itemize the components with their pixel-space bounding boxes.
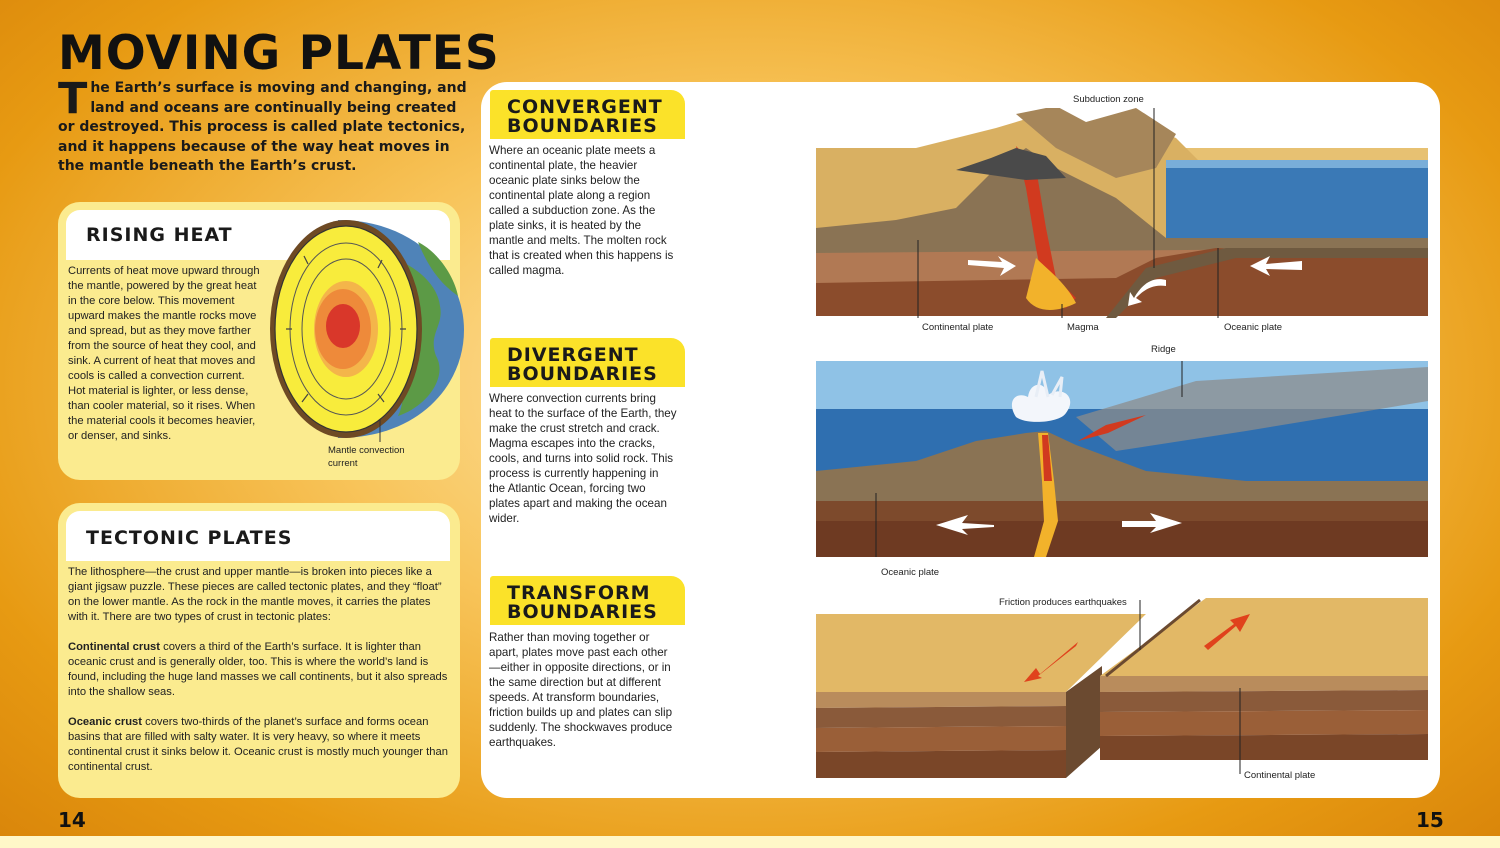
earth-cross-section-illustration bbox=[268, 216, 464, 442]
convergent-heading-tag bbox=[490, 90, 685, 139]
friction-label: Friction produces earthquakes bbox=[999, 597, 1127, 608]
tectonic-plates-heading: TECTONIC PLATES bbox=[86, 527, 293, 549]
continental-crust-term: Continental crust bbox=[68, 641, 160, 653]
divergent-oceanic-plate-label: Oceanic plate bbox=[881, 567, 940, 578]
continental-plate-label: Continental plate bbox=[922, 322, 994, 333]
continental-crust-paragraph bbox=[68, 640, 452, 700]
continental-crust-text: covers a third of the Earth’s surface. It is lighter than oceanic crust and is generally older, too. This is where the world’s land is found, including the huge land masses we call continents, but it also spreads into the shallow seas. bbox=[68, 641, 448, 698]
page-number-left: 14 bbox=[58, 808, 86, 832]
ridge-label: Ridge bbox=[1151, 344, 1176, 355]
intro-paragraph bbox=[58, 74, 470, 177]
transform-body: Rather than moving together or apart, plates move past each other—either in opposite directions, or in the same direction but at different speeds. At transform boundaries, friction builds up and plates can slip suddenly. The shockwaves produce earthquakes. bbox=[489, 631, 673, 749]
transform-heading-tag bbox=[490, 576, 685, 625]
rising-heat-card bbox=[58, 202, 460, 480]
divergent-heading-line2: BOUNDARIES bbox=[507, 363, 658, 385]
convergent-heading-line2: BOUNDARIES bbox=[507, 115, 658, 137]
transform-boundary-diagram bbox=[816, 596, 1428, 780]
divergent-boundary-diagram bbox=[816, 361, 1428, 557]
intro-text: he Earth’s surface is moving and changing, and land and oceans are continually being created or destroyed. This process is called plate tectonics, and it happens because of the way heat moves in the mantle beneath the Earth’s crust. bbox=[58, 80, 467, 174]
rising-heat-heading: RISING HEAT bbox=[86, 224, 233, 246]
magma-label: Magma bbox=[1067, 322, 1099, 333]
divergent-heading-line1: DIVERGENT bbox=[507, 344, 639, 366]
transform-continental-plate-label: Continental plate bbox=[1244, 770, 1316, 781]
oceanic-crust-term: Oceanic crust bbox=[68, 716, 142, 728]
subduction-zone-label: Subduction zone bbox=[1073, 94, 1144, 105]
intro-dropcap: T bbox=[58, 74, 88, 124]
divergent-body: Where convection currents bring heat to the surface of the Earth, they make the crust stretch and crack. Magma escapes into the cracks, cools, and turns into solid rock. This process is currently happening in the Atlantic Ocean, forcing two plates apart and making the ocean wider. bbox=[489, 392, 677, 525]
rising-heat-body: Currents of heat move upward through the mantle, powered by the great heat in the core below. This movement upward makes the mantle rocks move and spread, but as they move farther from the source of heat they cool, and sink. A current of heat that moves and cools is called a convection current. Hot material is lighter, or less dense, than cooler material, so it rises. When the material cools it becomes heavier, or denser, and sinks. bbox=[68, 265, 260, 442]
bottom-band bbox=[0, 836, 1500, 848]
divergent-heading-tag bbox=[490, 338, 685, 387]
convergent-heading-line1: CONVERGENT bbox=[507, 96, 663, 118]
oceanic-plate-label: Oceanic plate bbox=[1224, 322, 1283, 333]
mantle-convection-label: Mantle convection current bbox=[328, 445, 405, 469]
tectonic-plates-body bbox=[68, 565, 452, 775]
transform-heading-line2: BOUNDARIES bbox=[507, 601, 658, 623]
tectonic-plates-card bbox=[58, 503, 460, 798]
transform-heading-line1: TRANSFORM bbox=[507, 582, 651, 604]
oceanic-crust-text: covers two-thirds of the planet’s surface and forms ocean basins that are filled with salty water. It is very heavy, so where it meets continental crust it sinks below it. Oceanic crust is mostly much younger than continental crust. bbox=[68, 716, 448, 773]
oceanic-crust-paragraph bbox=[68, 715, 452, 775]
convergent-boundary-diagram bbox=[816, 108, 1428, 318]
page-number-right: 15 bbox=[1416, 808, 1444, 832]
page-title: MOVING PLATES bbox=[58, 26, 500, 81]
convergent-body: Where an oceanic plate meets a continental plate, the heavier oceanic plate sinks below the continental plate along a region called a subduction zone. As the plate sinks, it is heated by the mantle and melts. The molten rock that is created when this happens is called magma. bbox=[489, 144, 674, 277]
tectonic-plates-p1: The lithosphere—the crust and upper mantle—is broken into pieces like a giant jigsaw puzzle. These pieces are called tectonic plates, and they “float” on the lower mantle. As the rock in the mantle moves, it carries the plates with it. There are two types of crust in tectonic plates: bbox=[68, 566, 442, 623]
tectonic-plates-header bbox=[66, 511, 450, 561]
